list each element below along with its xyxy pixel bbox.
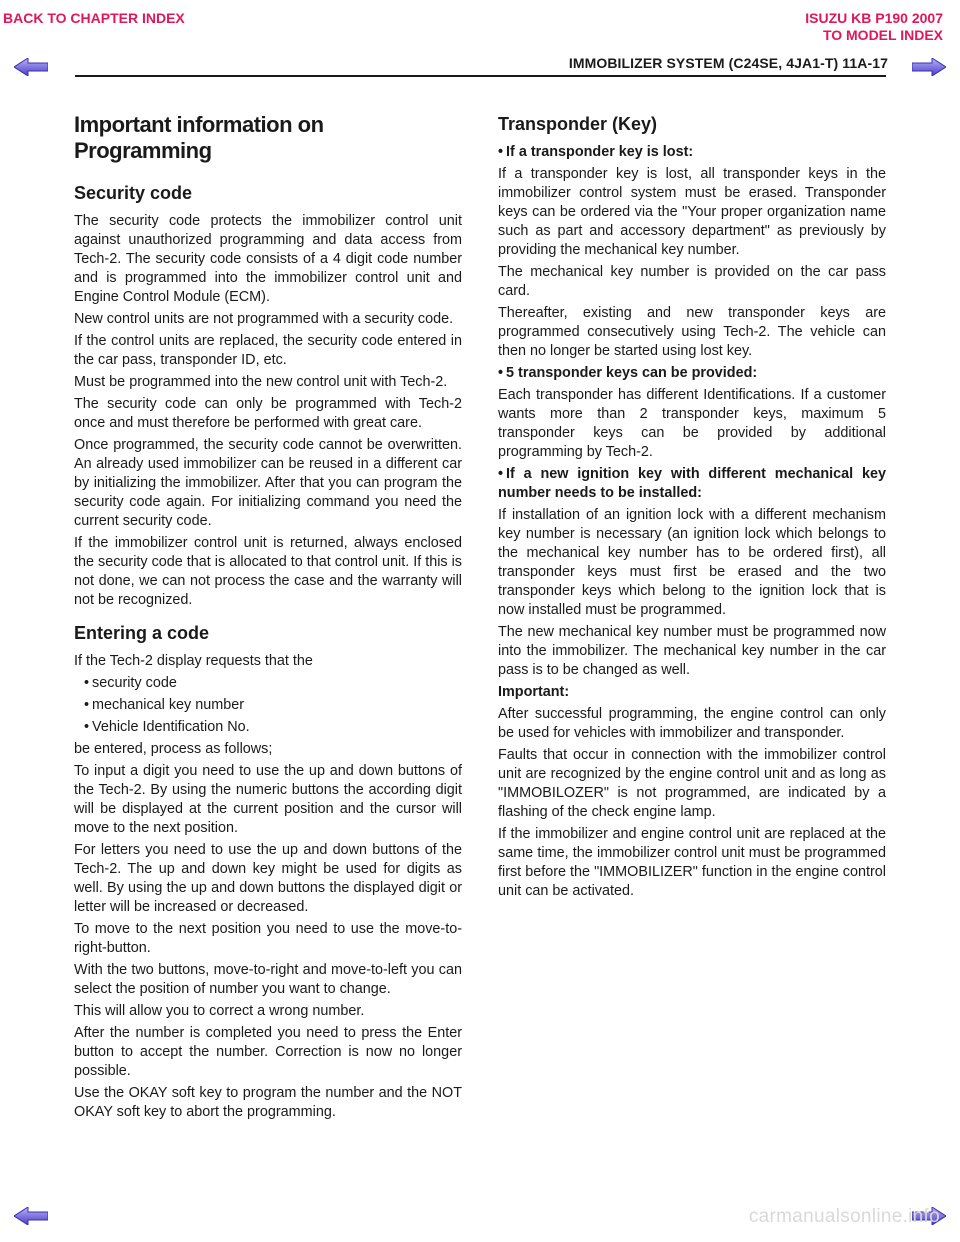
paragraph: Faults that occur in connection with the immobilizer control unit are recognized by the engine control unit and as long as "IMMOBILOZER" is not programmed, are indicated by a flashing of the check engine lamp. bbox=[498, 747, 886, 820]
prev-page-bottom-arrow-icon[interactable] bbox=[14, 1207, 48, 1225]
running-head: IMMOBILIZER SYSTEM (C24SE, 4JA1-T) 11A-17 bbox=[568, 55, 888, 71]
back-to-chapter-index-link[interactable]: BACK TO CHAPTER INDEX bbox=[3, 10, 185, 26]
paragraph: New control units are not programmed with a security code. bbox=[74, 311, 454, 327]
five-keys-bullet: • 5 transponder keys can be provided: bbox=[498, 364, 886, 383]
paragraph: If installation of an ignition lock with a different mechanism key number is necessary (an ignition lock which belongs to the mechanical key number has to be ordered first), all transponder keys must first be erased and the two transponder keys which belong to the ignition lock that is now installed must be programmed. bbox=[498, 507, 886, 618]
security-code-heading: Security code bbox=[74, 183, 193, 203]
to-model-index-link[interactable]: TO MODEL INDEX bbox=[822, 27, 943, 43]
page-title: Important information on Programming bbox=[74, 112, 324, 163]
paragraph: Must be programmed into the new control unit with Tech-2. bbox=[74, 374, 448, 390]
next-page-arrow-icon[interactable] bbox=[912, 58, 946, 76]
paragraph: To move to the next position you need to use the move-to-right-button. bbox=[74, 921, 462, 956]
paragraph: This will allow you to correct a wrong number. bbox=[74, 1003, 365, 1019]
lost-key-bullet: • If a transponder key is lost: bbox=[498, 143, 886, 162]
paragraph: If a transponder key is lost, all transponder keys in the immobilizer control system must be erased. Transponder keys can be ordered via the "Your proper organization name such as part and accessory department" as previously by providing the mechanical key number. bbox=[498, 166, 886, 258]
entry-type-list bbox=[74, 674, 462, 737]
watermark: carmanualsonline.info bbox=[748, 1206, 940, 1227]
prev-page-arrow-icon[interactable] bbox=[14, 58, 48, 76]
paragraph: If the immobilizer control unit is returned, always enclosed the security code that is allocated to that control unit. If this is not done, we can not process the case and the warranty will not be recognized. bbox=[74, 535, 462, 608]
paragraph: After successful programming, the engine control can only be used for vehicles with immobilizer and transponder. bbox=[498, 706, 886, 741]
paragraph: Each transponder has different Identifications. If a customer wants more than 2 transponder keys, maximum 5 transponder keys can be provided by additional programming by Tech-2. bbox=[498, 387, 886, 460]
important-label: Important: bbox=[498, 684, 570, 700]
paragraph: For letters you need to use the up and down buttons of the Tech-2. The up and down key might be used for digits as well. By using the up and down buttons the displayed digit or letter will be increased or decreased. bbox=[74, 842, 462, 915]
paragraph: Thereafter, existing and new transponder keys are programmed consecutively using Tech-2. The vehicle can then no longer be started using lost key. bbox=[498, 305, 886, 359]
paragraph: The security code can only be programmed with Tech-2 once and must therefore be performed with great care. bbox=[74, 396, 462, 431]
paragraph: The new mechanical key number must be programmed now into the immobilizer. The mechanical key number in the car pass is to be changed as well. bbox=[498, 624, 886, 678]
header-rule bbox=[75, 75, 886, 77]
paragraph: To input a digit you need to use the up and down buttons of the Tech-2. By using the numeric buttons the according digit will be displayed at the current position and the cursor will move to the next position. bbox=[74, 763, 462, 836]
paragraph: The mechanical key number is provided on the car pass card. bbox=[498, 264, 886, 299]
paragraph: With the two buttons, move-to-right and move-to-left you can select the position of number you want to change. bbox=[74, 962, 462, 997]
entering-code-heading: Entering a code bbox=[74, 623, 210, 643]
right-column bbox=[498, 112, 886, 904]
paragraph: The security code protects the immobilizer control unit against unauthorized programming and data access from Tech-2. The security code consists of a 4 digit code number and is programmed into the immobilizer control unit and Engine Control Module (ECM). bbox=[74, 213, 462, 305]
list-item: • Vehicle Identification No. bbox=[84, 718, 462, 737]
paragraph: be entered, process as follows; bbox=[74, 741, 273, 757]
model-index-block[interactable] bbox=[805, 10, 943, 44]
left-column bbox=[74, 112, 462, 1125]
paragraph: Use the OKAY soft key to program the number and the NOT OKAY soft key to abort the programming. bbox=[74, 1085, 462, 1120]
paragraph: If the Tech-2 display requests that the bbox=[74, 653, 313, 669]
new-ignition-key-bullet: • If a new ignition key with different mechanical key number needs to be installed: bbox=[498, 465, 886, 503]
paragraph: If the control units are replaced, the security code entered in the car pass, transponder ID, etc. bbox=[74, 333, 462, 368]
transponder-heading: Transponder (Key) bbox=[498, 114, 658, 134]
paragraph: Once programmed, the security code cannot be overwritten. An already used immobilizer can be reused in a different car by initializing the immobilizer. After that you can program the security code again. For initializing command you need the current security code. bbox=[74, 437, 462, 529]
vehicle-title: ISUZU KB P190 2007 bbox=[805, 10, 943, 26]
paragraph: After the number is completed you need to press the Enter button to accept the number. Correction is now no longer possible. bbox=[74, 1025, 462, 1079]
list-item: • mechanical key number bbox=[84, 696, 462, 715]
list-item: • security code bbox=[84, 674, 462, 693]
paragraph: If the immobilizer and engine control unit are replaced at the same time, the immobilizer control unit must be programmed first before the "IMMOBILIZER" function in the engine control unit can be activated. bbox=[498, 826, 886, 899]
